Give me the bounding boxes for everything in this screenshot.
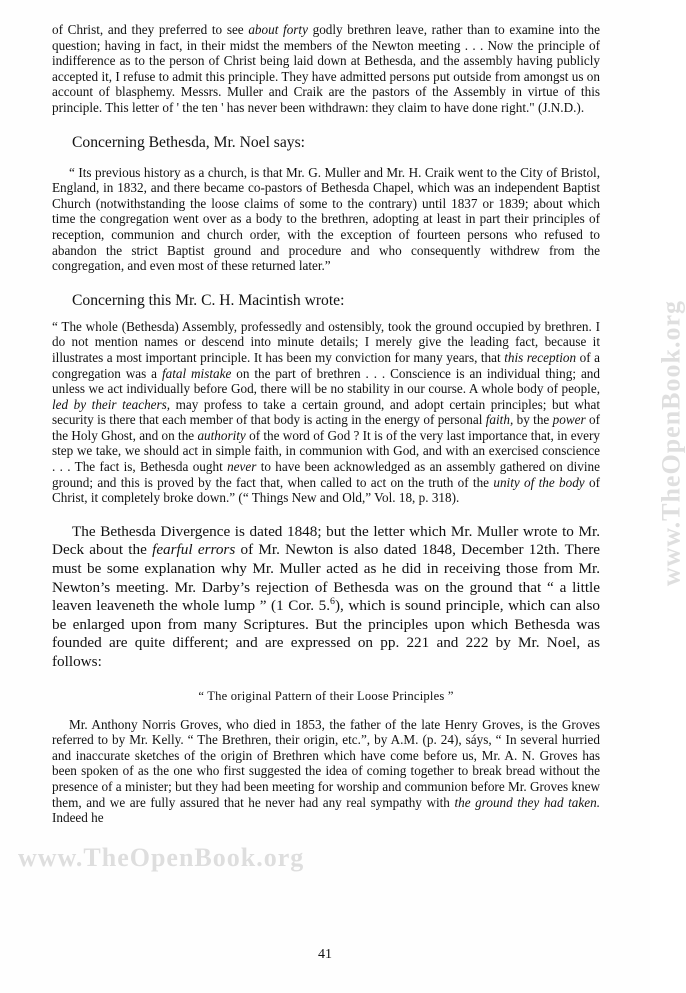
watermark-bottom-text: www.TheOpenBook.org <box>18 843 305 872</box>
paragraph-groves: Mr. Anthony Norris Groves, who died in 1853, the father of the late Henry Groves, is the Groves referred to by Mr. Kelly. “ The Brethren, their origin, etc.”, by A.M. (p. 24), sáys, “ In several hurried and inaccurate sketches of the origin of Brethren which have come before us, Mr. A. N. Groves has been spoken of as the one who first suggested the idea of coming together to break bread without the presence of a minister; but they had been meeting for worship and communion before Mr. Groves knew them, and we are fully assured that he never had any real sympathy with the ground they had taken. Indeed he <box>52 716 601 826</box>
subheading-original-pattern: “ The original Pattern of their Loose Principles ” <box>198 688 454 703</box>
quote-macintish: “ The whole (Bethesda) Assembly, professedly and ostensibly, took the ground occupied by brethren. I do not mention names or descend into minute details; I merely give the leading fact, because it illustrates a most important principle. It has been my conviction for many years, that this reception of a congregation was a fatal mistake on the part of brethren . . . Conscience is an individual thing; and unless we act individually before God, there will be no stability in our course. A whole body of people, led by their teachers, may profess to take a certain ground, and adopt certain principles; but what security is there that each member of that body is acting in the energy of personal faith, by the power of the Holy Ghost, and on the authority of the word of God ? It is of the very last importance that, in every step we take, we should act in simple faith, in communion with God, and with an exercised conscience . . . The fact is, Bethesda ought never to have been acknowledged as an assembly gathered on divine ground; and this is proved by the fact that, when called to act on the truth of the unity of the body of Christ, it completely broke down.” (“ Things New and Old,” Vol. 18, p. 318). <box>52 318 601 506</box>
page-content <box>52 22 600 826</box>
paragraph-continuation: of Christ, and they preferred to see about forty godly brethren leave, rather than to examine into the question; having in fact, in their midst the members of the Newton meeting . . . Now the principle of indifference as to the person of Christ being laid down at Bethesda, and the assembly having publicly accepted it, I refuse to admit this principle. They have admitted persons put outside from amongst us on account of blasphemy. Messrs. Muller and Craik are the pastors of the Assembly in virtue of this principle. This letter of ' the ten ' has never been withdrawn: they claim to have done right." (J.N.D.). <box>52 22 600 115</box>
heading-concerning-macintish: Concerning this Mr. C. H. Macintish wrote: <box>72 291 345 309</box>
quote-noel: “ Its previous history as a church, is that Mr. G. Muller and Mr. H. Craik went to the City of Bristol, England, in 1832, and there became co-pastors of Bethesda Chapel, which was an independent Baptist Church (notwithstanding the loose claims of some to the contrary) until 1837 or 1839; about which time the congregation went over as a body to the brethren, adopting at least in part their principles of reception, communion and church order, with the exception of fourteen persons who refused to abandon the strict Baptist ground and procedure and who consequently withdrew from the congregation, and even most of these returned later.” <box>52 164 600 274</box>
paragraph-bethesda-divergence: The Bethesda Divergence is dated 1848; but the letter which Mr. Muller wrote to Mr. Deck about the fearful errors of Mr. Newton is also dated 1848, December 12th. There must be some explanation why Mr. Muller acted as he did in receiving those from Mr. Newton’s meeting. Mr. Darby’s rejection of Bethesda was on the ground that “ a little leaven leaveneth the whole lump ” (1 Cor. 5.$^6$), which is sound principle, which can also be enlarged upon from many Scriptures. But the principles upon which Bethesda was founded are quite different; and are expressed on pp. 221 and 222 by Mr. Noel, as follows: <box>52 522 600 670</box>
page-number: 41 <box>318 947 332 962</box>
heading-concerning-bethesda: Concerning Bethesda, Mr. Noel says: <box>72 133 305 151</box>
watermark-right-text: www.TheOpenBook.org <box>656 300 685 587</box>
